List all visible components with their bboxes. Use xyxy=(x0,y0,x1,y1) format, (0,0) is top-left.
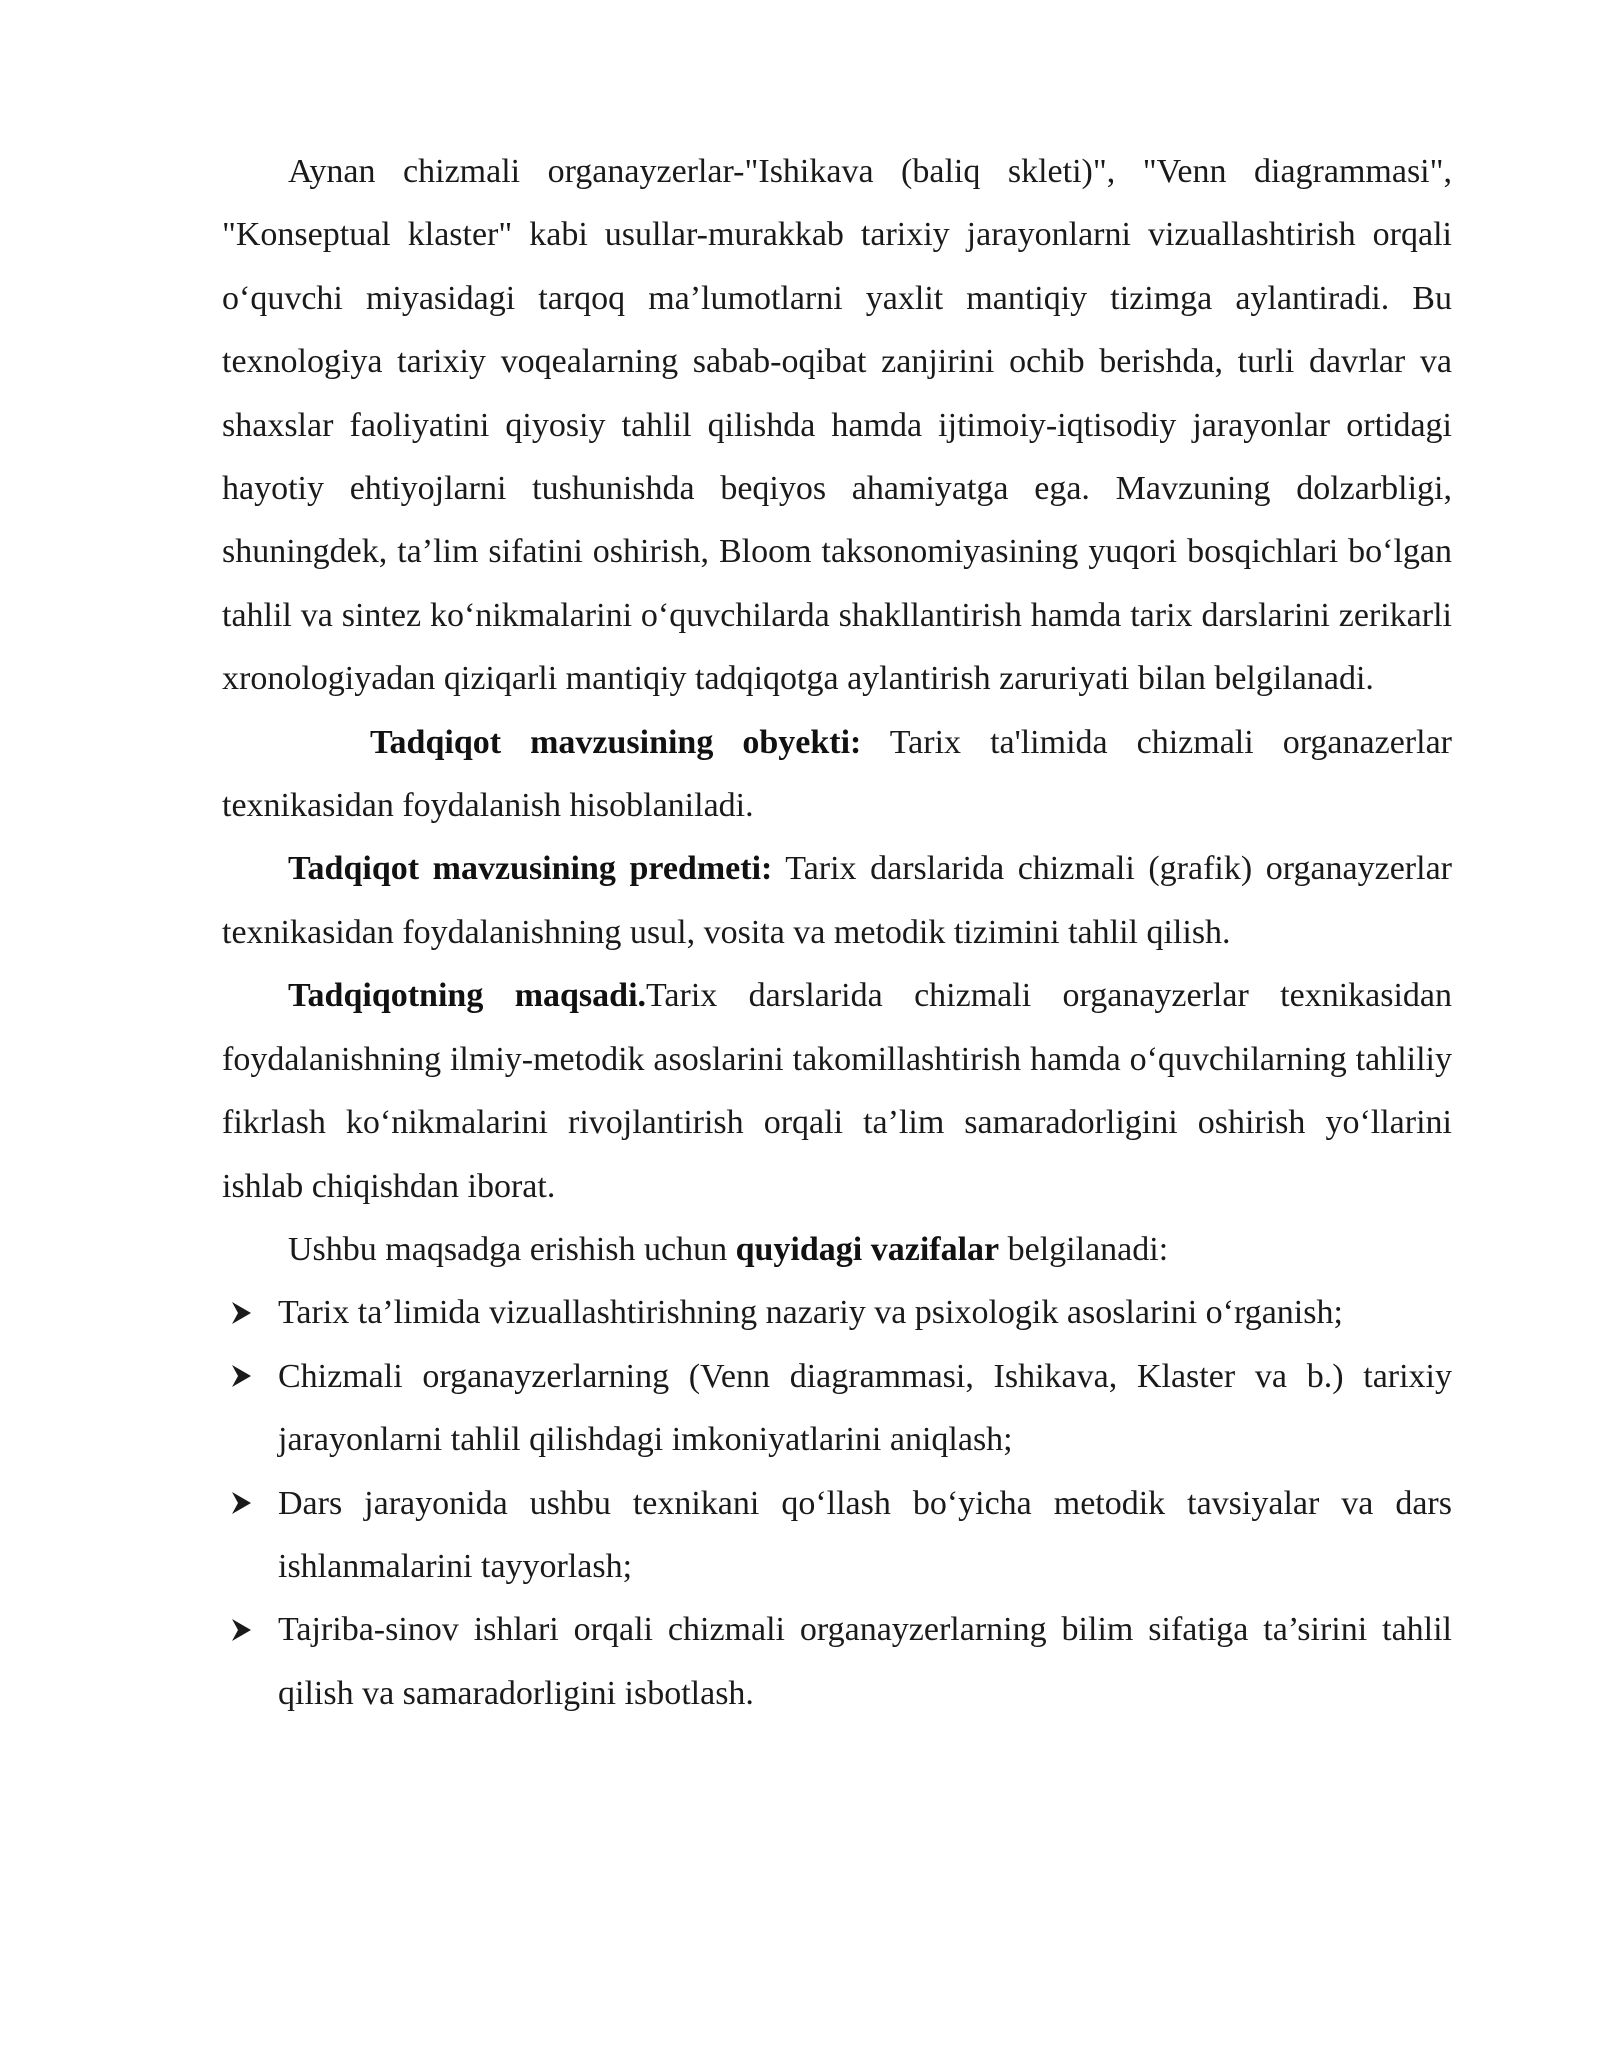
arrowhead-bullet-icon xyxy=(224,1281,258,1344)
document-page xyxy=(222,140,1452,1725)
task-list-item xyxy=(222,1598,1452,1725)
task-list-item xyxy=(222,1345,1452,1472)
task-text: Dars jarayonida ushbu texnikani qo‘llash bo‘yicha metodik tavsiyalar va dars ishlanmalarini tayyorlash; xyxy=(278,1484,1452,1585)
arrowhead-bullet-icon xyxy=(224,1598,258,1661)
task-list-item xyxy=(222,1472,1452,1599)
task-text: Tajriba-sinov ishlari orqali chizmali organayzerlarning bilim sifatiga ta’sirini tahlil qilish va samaradorligini isbotlash. xyxy=(278,1611,1452,1712)
task-text: Chizmali organayzerlarning (Venn diagrammasi, Ishikava, Klaster va b.) tarixiy jarayonlarni tahlil qilishdagi imkoniyatlarini aniqlash; xyxy=(278,1357,1452,1459)
task-list xyxy=(222,1281,1452,1725)
research-subject-paragraph xyxy=(222,837,1452,964)
research-object-paragraph xyxy=(222,711,1452,838)
tasks-intro-paragraph xyxy=(222,1218,1452,1281)
arrowhead-bullet-icon xyxy=(224,1345,258,1408)
intro-paragraph: Aynan chizmali organayzerlar-"Ishikava (baliq skleti)", "Venn diagrammasi", "Konseptual klaster" kabi usullar-murakkab tarixiy jarayonlarni vizuallashtirish orqali o‘quvchi miyasidagi tarqoq ma’lumotlarni yaxlit mantiqiy tizimga aylantiradi. Bu texnologiya tarixiy voqealarning sabab-oqibat zanjirini ochib berishda, turli davrlar va shaxslar faoliyatini qiyosiy tahlil qilishda hamda ijtimoiy-iqtisodiy jarayonlar ortidagi hayotiy ehtiyojlarni tushunishda beqiyos ahamiyatga ega. Mavzuning dolzarbligi, shuningdek, ta’lim sifatini oshirish, Bloom taksonomiyasining yuqori bosqichlari bo‘lgan tahlil va sintez ko‘nikmalarini o‘quvchilarda shakllantirish hamda tarix darslarini zerikarli xronologiyadan qiziqarli mantiqiy tadqiqotga aylantirish zaruriyati bilan belgilanadi. xyxy=(222,153,1452,698)
tasks-intro-after: belgilanadi: xyxy=(999,1230,1169,1268)
research-subject-label: Tadqiqot mavzusining predmeti: xyxy=(288,850,773,888)
task-list-item xyxy=(222,1281,1452,1344)
research-goal-label: Tadqiqotning maqsadi. xyxy=(288,977,647,1015)
arrowhead-bullet-icon xyxy=(224,1472,258,1535)
task-text: Tarix ta’limida vizuallashtirishning nazariy va psixologik asoslarini o‘rganish; xyxy=(278,1294,1343,1332)
research-goal-paragraph xyxy=(222,964,1452,1218)
tasks-intro-bold: quyidagi vazifalar xyxy=(735,1230,1000,1268)
tasks-intro-before: Ushbu maqsadga erishish uchun xyxy=(288,1230,736,1268)
research-object-label: Tadqiqot mavzusining obyekti: xyxy=(370,723,862,761)
research-object-text: Tarix ta'limida chizmali organazerlar texnikasidan foydalanish hisoblaniladi. xyxy=(222,723,1452,825)
research-subject-text: Tarix darslarida chizmali (grafik) organayzerlar texnikasidan foydalanishning usul, vosita va metodik tizimini tahlil qilish. xyxy=(222,850,1452,951)
research-goal-text: Tarix darslarida chizmali organayzerlar texnikasidan foydalanishning ilmiy-metodik asoslarini takomillashtirish hamda o‘quvchilarning tahliliy fikrlash ko‘nikmalarini rivojlantirish orqali ta’lim samaradorligini oshirish yo‘llarini ishlab chiqishdan iborat. xyxy=(222,977,1453,1205)
